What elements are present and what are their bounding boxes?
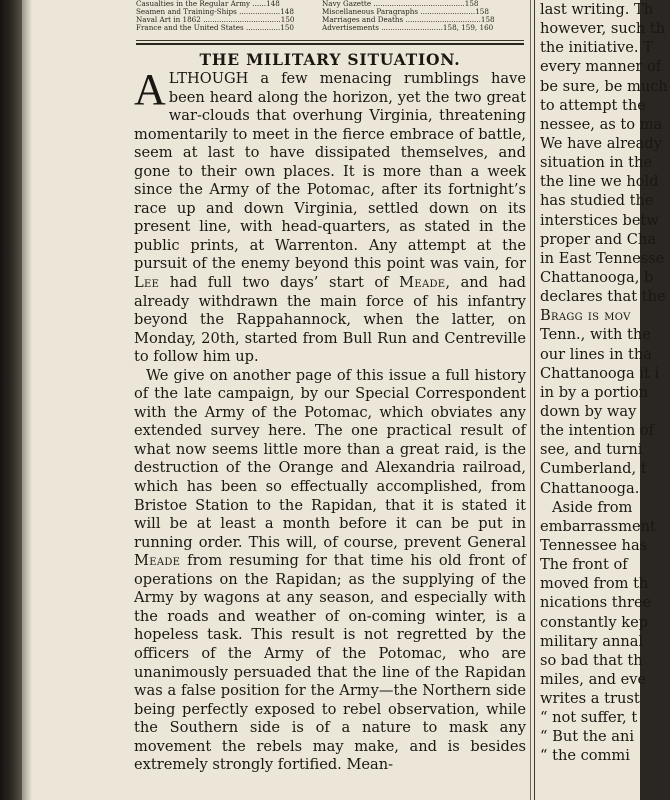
right-column-line — [540, 746, 670, 765]
index-entry-left: Seamen and Training-Ships ..................148 — [136, 7, 294, 16]
contents-index — [136, 0, 524, 40]
right-column-text: declares that the — [540, 288, 666, 306]
index-entry-left: France and the United States ...............150 — [136, 23, 294, 32]
right-column-line — [540, 517, 670, 536]
right-column-line — [540, 727, 670, 746]
right-column-line — [540, 555, 670, 574]
right-column-text: last writing. Th — [540, 1, 654, 18]
right-column-text: to attempt the — [540, 96, 646, 114]
right-column-line — [540, 479, 670, 498]
right-column-text: situation in the — [540, 154, 653, 172]
index-row — [136, 24, 524, 32]
right-column-line — [540, 268, 670, 287]
name-smallcaps: Meade — [399, 274, 446, 292]
right-column-text: down by way — [540, 402, 637, 420]
right-column-text: moved from th — [540, 575, 649, 593]
right-column-text: Aside from — [552, 498, 633, 516]
right-column-text: the line we hold — [540, 173, 659, 191]
right-column-line — [540, 57, 670, 76]
right-column-text: see, and turni — [540, 441, 643, 459]
right-column-line — [540, 613, 670, 632]
right-column-text: however, such th — [540, 20, 666, 38]
right-column-line — [540, 153, 670, 172]
right-column-text: nications three — [540, 594, 652, 612]
right-column-text: proper and Cha — [540, 230, 657, 248]
index-entry-right: Navy Gazette ........................................158 — [322, 0, 479, 8]
right-column-text: the intention of — [540, 422, 655, 440]
right-column-text: Tennessee has — [540, 536, 648, 554]
right-column-text: “ But the ani — [540, 728, 635, 746]
right-column-line — [540, 230, 670, 249]
right-column-line — [540, 191, 670, 210]
text-run: LTHOUGH a few menacing rumblings have been heard along the horizon, yet the two great war-clouds that overhung Virginia, threatening momentarily to meet in the fierce embrace of battle, seem at last to have dissipated themselves, and gone to their own places. It is more than a week since the Army of the Potomac, after its fortnight’s race up and down Virginia, settled down on its present line, with head-quarters, as stated in the public prints, at Warrenton. Any attempt at the pursuit of the enemy beyond this point was vain, for — [134, 70, 526, 273]
right-column-line — [540, 574, 670, 593]
right-column-line — [540, 670, 670, 689]
right-column-line — [540, 96, 670, 115]
right-column-text: “ the commi — [540, 747, 630, 765]
name-smallcaps: Lee — [134, 274, 160, 292]
right-column-line — [540, 172, 670, 191]
right-column-line — [540, 689, 670, 708]
main-column — [124, 0, 536, 800]
right-column-line — [540, 77, 670, 96]
right-column — [540, 0, 670, 800]
right-column-text: constantly kep — [540, 613, 649, 631]
drop-cap: A — [134, 65, 166, 114]
article-body — [134, 65, 526, 775]
right-column-text: the initiative. T — [540, 39, 653, 57]
right-column-line — [540, 345, 670, 364]
index-rule-top — [136, 40, 524, 41]
right-column-line — [540, 134, 670, 153]
right-column-text: We have already — [540, 134, 662, 152]
right-column-text: writes a trust — [540, 690, 640, 708]
index-entry-right: Miscellaneous Paragraphs ........................158 — [322, 7, 489, 16]
right-column-line — [540, 421, 670, 440]
right-column-line — [540, 0, 670, 19]
right-column-line — [540, 19, 670, 38]
right-column-text: military annal — [540, 632, 644, 650]
right-column-line — [540, 593, 670, 612]
right-column-text: interstices betw — [540, 211, 659, 229]
right-column-line — [540, 38, 670, 57]
right-column-line — [540, 440, 670, 459]
right-column-text: Chattanooga. — [540, 479, 640, 497]
right-column-text: “ not suffer, t — [540, 709, 638, 727]
text-run: We give on another page of this issue a full history of the late campaign, by our Special Correspondent with the Army of the Potomac, which obviates any extended survey here. The one practical result of what now seems little more than a great raid, is the destruction of the Orange and Alexandria railroad, which has been so effectually accomplished, from Bristoe Station to the Rapidan, that it is stated it will be at least a month before it can be put in running order. This will, of course, prevent General — [134, 366, 526, 551]
right-column-line — [540, 651, 670, 670]
right-column-line — [540, 211, 670, 230]
right-column-line — [540, 498, 670, 517]
right-column-text: so bad that th — [540, 651, 643, 669]
column-rule-light — [530, 0, 531, 800]
right-column-text: nessee, as to ma — [540, 115, 663, 133]
right-column-line — [540, 536, 670, 555]
right-column-text: The front of — [540, 556, 628, 574]
right-column-text: Chattanooga it i — [540, 364, 660, 382]
right-column-text: Tenn., with the — [540, 326, 651, 344]
right-column-text: be sure, be much — [540, 77, 668, 95]
right-column-text: our lines in tha — [540, 345, 652, 363]
index-entry-right: Advertisements ...........................158, 159, 160 — [322, 23, 494, 32]
index-rule-bottom — [136, 43, 524, 45]
right-column-text: in by a portion — [540, 383, 649, 401]
article-headline: THE MILITARY SITUATION. — [199, 50, 461, 69]
right-column-text: miles, and eve — [540, 670, 647, 688]
right-column-line — [540, 708, 670, 727]
right-column-text: Chattanooga, b — [540, 268, 654, 286]
right-column-line — [540, 364, 670, 383]
right-column-text: in East Tennesse — [540, 249, 665, 267]
text-run: had full two days’ start of — [159, 274, 400, 292]
right-column-line — [540, 383, 670, 402]
paragraph-1 — [134, 65, 526, 367]
binding-edge — [0, 0, 22, 800]
newspaper-page — [22, 0, 668, 800]
right-column-text: has studied the — [540, 192, 654, 210]
text-run: , and had already withdrawn the main force of his infantry beyond the Rappahannock, when the latter, on Monday, 20th, started from Bull Run and Centreville to follow him up. — [134, 274, 526, 366]
index-entry-left: Casualties in the Regular Army ......148 — [136, 0, 280, 8]
index-entry-left: Naval Art in 1862 ..................................150 — [136, 15, 295, 24]
right-column-line — [540, 249, 670, 268]
column-rule — [534, 0, 535, 800]
text-run: from resuming for that time his old front of operations on the Rapidan; as the supplying of the Army by wagons at any season, and especially with the roads and weather of on-coming winter, is a hopeless task. This result is not regretted by the officers of the Army of the Potomac, who are unanimously persuaded that the line of the Rapidan was a false position for the Army—the Northern side being perfectly exposed to rebel observation, while the Southern side is of a nature to mask any movement the rebels may make, and is besides extremely strongly fortified. Mean- — [134, 552, 526, 774]
name-smallcaps: Meade — [134, 552, 181, 570]
right-column-line — [540, 306, 670, 325]
right-column-line — [540, 459, 670, 478]
paragraph-2 — [134, 367, 526, 775]
right-column-text: every manner of — [540, 58, 662, 76]
right-column-line — [540, 115, 670, 134]
right-column-line — [540, 287, 670, 306]
right-column-line — [540, 402, 670, 421]
right-column-text: Cumberland, t — [540, 460, 647, 478]
right-column-text: Bragg is mov — [540, 307, 631, 325]
right-column-line — [540, 632, 670, 651]
right-column-text: embarrassment — [540, 517, 656, 535]
gutter-shadow — [22, 0, 32, 800]
right-column-line — [540, 325, 670, 344]
index-entry-right: Marriages and Deaths .................................158 — [322, 15, 495, 24]
